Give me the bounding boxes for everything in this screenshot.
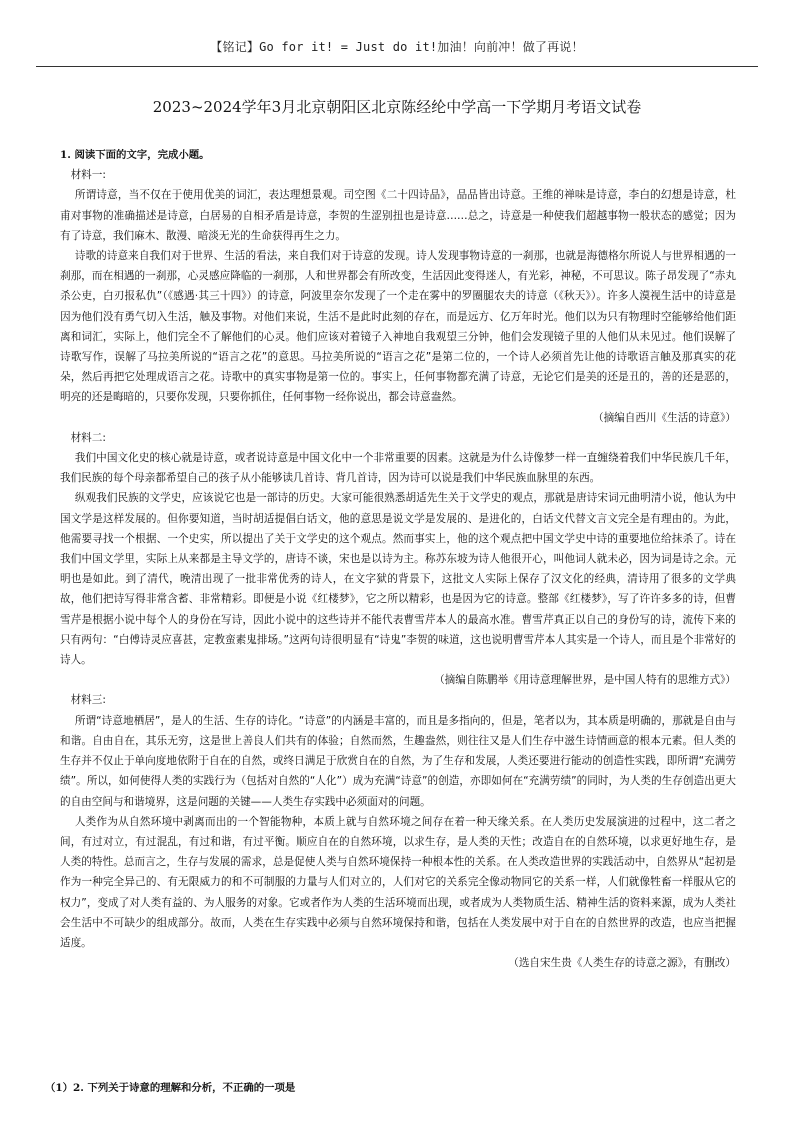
material-3-source: （选自宋生贵《人类生存的诗意之源》，有删改）: [508, 957, 736, 970]
material-2-label: 材料二:: [70, 431, 106, 444]
exam-title: 2023~2024学年3月北京朝阳区北京陈经纶中学高一下学期月考语文试卷: [152, 98, 642, 116]
header-divider: [36, 66, 758, 67]
material-3-paragraph: 人类作为从自然环境中剥离而出的一个智能物种，本质上就与自然环境之间存在着一种天缘关系。在人类历史发展演进的过程中，这二者之间，有过对立，有过混乱，有过和谐，有过平衡。顺应自在的自然环境，以求生存，是人类的天性；改造自在的自然环境，以求更好地生存，是人类的特性。总而言之，生存与发展的需求，总是促使人类与自然环境保持一种根本性的关系。在人类改造世界的实践活动中，自然界从“起初是作为一种完全异己的、有无限威力的和不可制服的力量与人们对立的，人们对它的关系完全像动物同它的关系一样，人们就像牲畜一样服从它的权力”，变成了对人类有益的、为人服务的对象。它或者作为人类的生活环境而出现，或者成为人类物质生活、精神生活的资料来源，成为人类社会生活中不可缺少的组成部分。故而，人类在生存实践中必须与自然环境保持和谐，包括在人类发展中对于自在的自然世界的改造，也应当把握适度。: [60, 815, 736, 949]
material-1-paragraph: 诗歌的诗意来自我们对于世界、生活的看法，来自我们对于诗意的发现。诗人发现事物诗意的一刹那，也就是海德格尔所说人与世界相遇的一刹那，而在相遇的一刹那，心灵感应降临的一刹那，人和世界都会有所改变，生活因此变得迷人，有光彩，神秘，不可思议。陈子昂发现了“赤丸杀公吏，白刃报私仇”（《感遇·其三十四》）的诗意，阿波里奈尔发现了一个走在雾中的罗圈腿农夫的诗意（《秋天》）。许多人漠视生活中的诗意是因为他们没有勇气切入生活，触及事物。对他们来说，生活不是此时此刻的存在，而是远方、亿万年时光。他们以为只有物理时空能够给他们距离和词汇，实际上，他们完全不了解他们的心灵。他们应该对着镜子入神地自我观望三分钟，他们会发现镜子里的人他们从未见过。他们误解了诗歌写作，误解了马拉美所说的“语言之花”的意思。马拉美所说的“语言之花”是第二位的，一个诗人必须首先让他的诗歌语言触及那真实的花朵，然后再把它处理成语言之花。诗歌中的真实事物是第一位的。事实上，任何事物都充满了诗意，无论它们是美的还是丑的，善的还是恶的，明亮的还是晦暗的，只要你发现，只要你抓住，任何事物一经你说出，都会诗意盎然。: [60, 250, 736, 404]
material-1-source: （摘编自西川《生活的诗意》）: [592, 411, 736, 424]
sub-question-prompt: （1）2. 下列关于诗意的理解和分析，不正确的一项是: [45, 1082, 296, 1094]
material-2-paragraph: 我们中国文化史的核心就是诗意，或者说诗意是中国文化中一个非常重要的因素。这就是为什么诗像梦一样一直缠绕着我们中华民族几千年，我们民族的每个母亲都希望自己的孩子从小能够读几首诗、背几首诗，因为诗可以说是我们中华民族血脉里的东西。: [60, 452, 736, 485]
material-3-paragraph: 所谓“诗意地栖居”，是人的生活、生存的诗化。“诗意”的内涵是丰富的，而且是多指向的，但是，笔者以为，其本质是明确的，那就是自由与和谐。自由自在，其乐无穷，这是世上善良人们共有的体验；自然而然，生趣盎然，则往往又是人们生存中滋生诗情画意的根本元素。但人类的生存并不仅止于单向度地依附于自在的自然，或终日满足于欣赏自在的自然，为了生存和发展，人类还要进行能动的创造性实践，即所谓“充满劳绩”。所以，如何使得人类的实践行为（包括对自然的“人化”）成为充满“诗意”的创造，亦即如何在“充满劳绩”的同时，为人类的生存创造出更大的自由空间与和谐境界，这是问题的关键——人类生存实践中必须面对的问题。: [60, 714, 736, 808]
reading-passage: [60, 145, 736, 973]
material-2-source: （摘编自陈鹏举《用诗意理解世界，是中国人特有的思维方式》）: [434, 674, 736, 687]
material-2-paragraph: 纵观我们民族的文学史，应该说它也是一部诗的历史。大家可能很熟悉胡适先生关于文学史的观点，那就是唐诗宋词元曲明清小说，他认为中国文学是这样发展的。但你要知道，当时胡适提倡白话文，他的意思是说文学是发展的、是进化的，白话文代替文言文完全是有理由的。为此，他需要寻找一个根据、一个史实，所以提出了关于文学史的这个观点。然而事实上，他的这个观点把中国文学史中诗的重要地位给抹杀了。诗在我们中国文学里，实际上从来都是主导文学的，唐诗不谈，宋也是以诗为主。称苏东坡为诗人他很开心，叫他词人就未必，因为词是诗之余。元明也是如此。到了清代，晚清出现了一批非常优秀的诗人，在文字狱的背景下，这批文人实际上保存了汉文化的经典，清诗用了很多的文学典故，他们把诗写得非常含蓄、非常精彩。即便是小说《红楼梦》，它之所以精彩，也是因为它的诗意。整部《红楼梦》，写了许许多多的诗，但曹雪芹是根据小说中每个人的身份在写诗，因此小说中的这些诗并不能代表曹雪芹本人的最高水准。曹雪芹真正以自己的身份写的诗，流传下来的只有两句：“白傅诗灵应喜甚，定教蛮素鬼排场。”这两句诗很明显有“诗鬼”李贺的味道，这也说明曹雪芹本人其实是一个诗人，而且是个非常好的诗人。: [60, 492, 736, 667]
material-3-label: 材料三:: [70, 694, 106, 707]
material-1-label: 材料一:: [70, 169, 106, 182]
page-header-motto: 【铭记】Go for it! = Just do it!加油！向前冲！做了再说！: [210, 40, 584, 54]
material-1-paragraph: 所谓诗意，当不仅在于使用优美的词汇，表达理想景观。司空图《二十四诗品》，品品皆出诗意。王维的禅味是诗意，李白的幻想是诗意，杜甫对事物的准确描述是诗意，白居易的自相矛盾是诗意，李贺的生涩别扭也是诗意……总之，诗意是一种使我们超越事物一般状态的感觉；因为有了诗意，我们麻木、散漫、暗淡无光的生命获得再生之力。: [60, 189, 736, 242]
question-prompt: 1. 阅读下面的文字，完成小题。: [60, 149, 210, 161]
